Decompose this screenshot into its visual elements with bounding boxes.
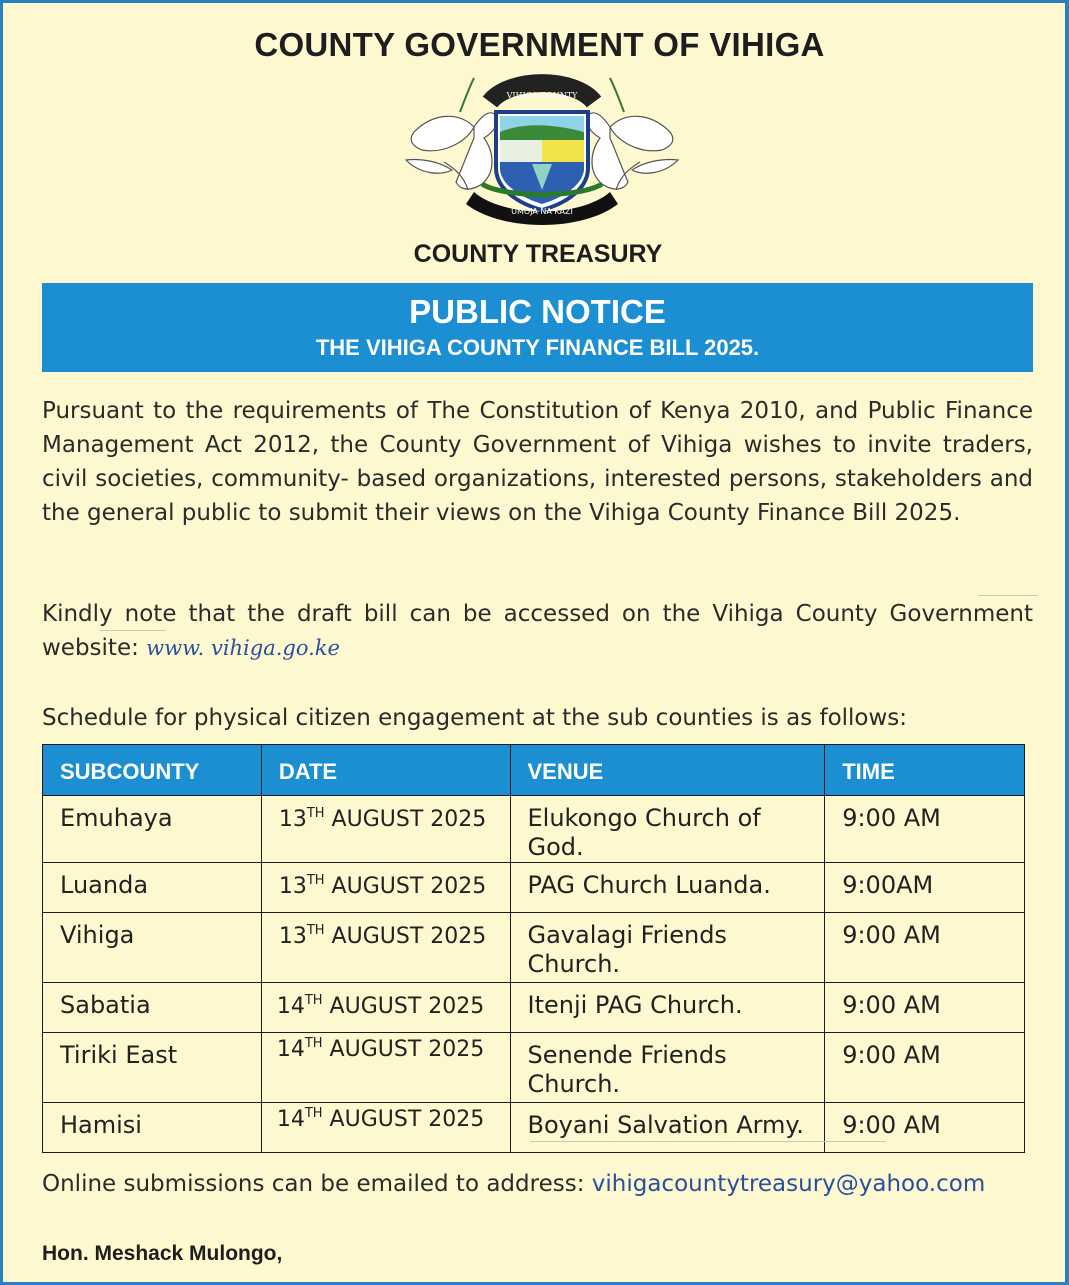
schedule-intro: Schedule for physical citizen engagement at the sub counties is as follows:	[42, 705, 908, 731]
time-cell: 9:00 AM	[825, 1103, 1025, 1153]
date-cell: 14TH AUGUST 2025	[261, 983, 510, 1033]
table-row	[43, 863, 1025, 913]
left-dove-icon	[406, 113, 497, 190]
subcounty-cell: Hamisi	[43, 1103, 262, 1153]
website-paragraph	[42, 597, 1033, 665]
coat-motto: UMOJA NA KAZI	[511, 207, 573, 216]
date-cell: 13TH AUGUST 2025	[261, 913, 510, 983]
time-cell: 9:00AM	[825, 863, 1025, 913]
venue-cell: Elukongo Church of God.	[510, 796, 825, 863]
time-cell: 9:00 AM	[825, 983, 1025, 1033]
date-cell: 14TH AUGUST 2025	[261, 1033, 510, 1103]
subcounty-cell: Luanda	[43, 863, 262, 913]
intro-paragraph: Pursuant to the requirements of The Constitution of Kenya 2010, and Public Finance Management Act 2012, the County Government of Vihiga wishes to invite traders, civil societies, community- based organizations, interested persons, stakeholders and the general public to submit their views on the Vihiga County Finance Bill 2025.	[42, 398, 1033, 526]
department-title: COUNTY TREASURY	[413, 240, 663, 268]
table-row	[43, 1033, 1025, 1103]
engagement-schedule-table	[42, 744, 1025, 1153]
date-cell: 13TH AUGUST 2025	[261, 863, 510, 913]
table-row	[43, 913, 1025, 983]
venue-cell: Boyani Salvation Army.	[510, 1103, 825, 1153]
table-row	[43, 983, 1025, 1033]
email-text: Online submissions can be emailed to address:	[42, 1171, 592, 1197]
subcounty-cell: Emuhaya	[43, 796, 262, 863]
table-row	[43, 796, 1025, 863]
table-row	[43, 1103, 1025, 1153]
website-text: Kindly note that the draft bill can be accessed on the Vihiga County Government website:	[42, 601, 1033, 661]
email-link[interactable]: vihigacountytreasury@yahoo.com	[591, 1171, 986, 1197]
public-notice-banner	[42, 283, 1033, 372]
table-header-row	[43, 745, 1025, 796]
venue-cell: Senende Friends Church.	[510, 1033, 825, 1103]
county-coat-of-arms	[404, 72, 680, 230]
venue-cell: PAG Church Luanda.	[510, 863, 825, 913]
coat-top-text: VIHIGA COUNTY	[506, 91, 578, 100]
signatory-name: Hon. Meshack Mulongo,	[42, 1242, 283, 1265]
banner-title: PUBLIC NOTICE	[409, 293, 666, 330]
time-cell: 9:00 AM	[825, 1033, 1025, 1103]
banner-subtitle: THE VIHIGA COUNTY FINANCE BILL 2025.	[315, 335, 760, 360]
date-cell: 14TH AUGUST 2025	[261, 1103, 510, 1153]
date-cell: 13TH AUGUST 2025	[261, 796, 510, 863]
time-cell: 9:00 AM	[825, 913, 1025, 983]
subcounty-cell: Sabatia	[43, 983, 262, 1033]
column-header-venue: VENUE	[510, 745, 825, 796]
right-dove-icon	[587, 113, 678, 190]
website-link[interactable]: www. vihiga.go.ke	[146, 636, 340, 660]
column-header-date: DATE	[261, 745, 510, 796]
venue-cell: Itenji PAG Church.	[510, 983, 825, 1033]
time-cell: 9:00 AM	[825, 796, 1025, 863]
column-header-subcounty: SUBCOUNTY	[43, 745, 262, 796]
divider	[530, 1141, 886, 1142]
subcounty-cell: Tiriki East	[43, 1033, 262, 1103]
subcounty-cell: Vihiga	[43, 913, 262, 983]
county-title: COUNTY GOVERNMENT OF VIHIGA	[254, 26, 825, 63]
email-paragraph	[42, 1168, 1033, 1200]
venue-cell: Gavalagi Friends Church.	[510, 913, 825, 983]
divider	[978, 595, 1038, 596]
column-header-time: TIME	[825, 745, 1025, 796]
